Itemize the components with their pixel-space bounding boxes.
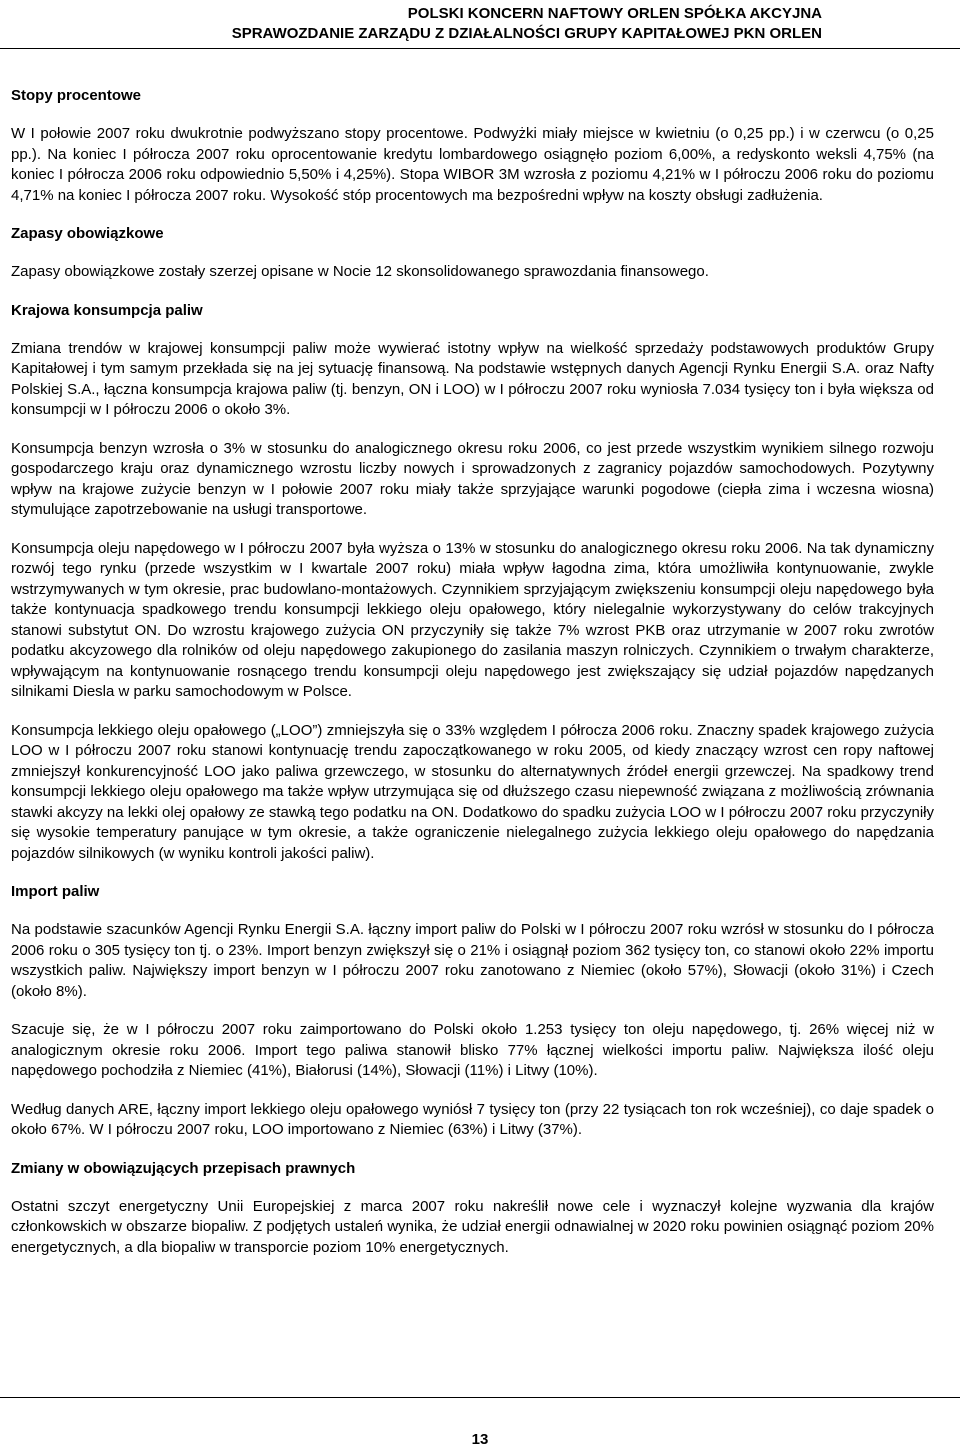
document-header <box>232 4 822 44</box>
page-number: 13 <box>471 1431 489 1448</box>
paragraph-fuel-consumption-overview: Zmiana trendów w krajowej konsumpcji paliw może wywierać istotny wpływ na wielkość sprzedaży podstawowych produktów Grupy Kapitałowej i tym samym przekłada się na jej sytuację finansową. Na podstawie wstępnych danych Agencji Rynku Energii S.A. oraz Nafty Polskiej S.A., łączna konsumpcja krajowa paliw (tj. benzyn, ON i LOO) w I półroczu 2007 roku wyniosła 7.034 tysięcy ton i była większa od konsumpcji w I półroczu 2006 o około 3%. <box>11 339 934 418</box>
paragraph-legal-changes: Ostatni szczyt energetyczny Unii Europejskiej z marca 2007 roku nakreślił nowe cele i wyznaczył kolejne wyzwania dla krajów członkowskich w obszarze biopaliw. Z podjętych ustaleń wynika, że udział energii odnawialnej w 2020 roku powinien osiągnąć poziom 20% energetycznych, a dla biopaliw w transporcie poziom 10% energetycznych. <box>11 1197 934 1256</box>
header-company-name: POLSKI KONCERN NAFTOWY ORLEN SPÓŁKA AKCYJNA <box>407 5 822 22</box>
footer-divider <box>0 1397 960 1398</box>
paragraph-interest-rates: W I połowie 2007 roku dwukrotnie podwyższano stopy procentowe. Podwyżki miały miejsce w kwietniu (o 0,25 pp.) i w czerwcu (o 0,25 pp.). Na koniec I półrocza 2007 roku oprocentowanie kredytu lombardowego osiągnęło poziom 6,00%, a redyskonto weksli 4,75% (na koniec I półrocza 2006 roku odpowiednio 5,50% i 4,25%). Stopa WIBOR 3M wzrosła z poziomu 4,21% w I półroczu 2006 roku do poziomu 4,71% na koniec I półrocza 2007 roku. Wysokość stóp procentowych ma bezpośredni wpływ na koszty obsługi zadłużenia. <box>11 125 934 204</box>
paragraph-heating-oil-import: Według danych ARE, łączny import lekkiego oleju opałowego wyniósł 7 tysięcy ton (przy 22 tysiącach ton rok wcześniej), co daje spadek o około 67%. W I półroczu 2007 roku, LOO importowano z Niemiec (63%) i Litwy (37%). <box>11 1100 934 1138</box>
section-heading-interest-rates: Stopy procentowe <box>11 87 142 104</box>
section-heading-fuel-consumption: Krajowa konsumpcja paliw <box>11 301 203 319</box>
section-heading-fuel-import: Import paliw <box>11 883 100 900</box>
paragraph-mandatory-reserves: Zapasy obowiązkowe zostały szerzej opisane w Nocie 12 skonsolidowanego sprawozdania finansowego. <box>11 263 709 280</box>
header-divider <box>0 48 960 49</box>
paragraph-diesel-consumption: Konsumpcja oleju napędowego w I półroczu 2007 była wyższa o 13% w stosunku do analogicznego okresu roku 2006. Na tak dynamiczny rozwój tego rynku (przede wszystkim w I kwartale 2007 roku) miała wpływ łagodna zima, która umożliwiła kontynuowanie, zwykle wstrzymywanych w tym okresie, prac budowlano-montażowych. Czynnikiem sprzyjającym zwiększeniu konsumpcji oleju napędowego była także kontynuacja spadkowego trendu konsumpcji lekkiego oleju opałowego, który nielegalnie wykorzystywany do celów trakcyjnych stanowi substytut ON. Do wzrostu krajowego zużycia ON przyczyniły się także 7% wzrost PKB oraz utrzymanie w 2007 roku zwrotów podatku akcyzowego dla rolników od oleju napędowego zakupionego do zasilania maszyn rolniczych. Czynnikiem o trwałym charakterze, wpływającym na kontynuowanie rosnącego trendu konsumpcji oleju napędowego jest zwiększający się udział pojazdów napędzanych silnikami Diesla w parku samochodowym w Polsce. <box>11 539 934 700</box>
paragraph-heating-oil-consumption: Konsumpcja lekkiego oleju opałowego („LOO”) zmniejszyła się o 33% względem I półrocza 2006 roku. Znaczny spadek krajowego zużycia LOO w I półroczu 2007 roku stanowi kontynuację trendu zapoczątkowanego w roku 2005, od kiedy znaczący wzrost cen ropy naftowej zmniejszył konkurencyjność LOO jako paliwa grzewczego, w stosunku do alternatywnych źródeł energii grzewczej. Na spadkowy trend konsumpcji lekkiego oleju opałowego ma także wpływ utrzymująca się od dłuższego czasu niepewność związana z możliwością zrównania stawki akcyzy na lekki olej opałowy ze stawką tego podatku na ON. Dodatkowo do spadku zużycia LOO w I półroczu 2007 roku przyczyniły się wysokie temperatury panujące w tym okresie, a także ograniczenie nielegalnego zużycia lekkiego oleju opałowego do napędzania pojazdów silnikowych (w wyniku kontroli jakości paliw). <box>11 721 934 862</box>
document-body <box>11 86 934 1276</box>
section-heading-legal-changes: Zmiany w obowiązujących przepisach prawnych <box>11 1159 356 1177</box>
paragraph-diesel-import: Szacuje się, że w I półroczu 2007 roku zaimportowano do Polski około 1.253 tysięcy ton oleju napędowego, tj. 26% więcej niż w analogicznym okresie roku 2006. Import tego paliwa stanowił blisko 77% łącznej wielkości importu paliw. Największa ilość oleju napędowego pochodziła z Niemiec (41%), Białorusi (14%), Słowacji (11%) i Litwy (10%). <box>11 1021 934 1079</box>
paragraph-gasoline-consumption: Konsumpcja benzyn wzrosła o 3% w stosunku do analogicznego okresu roku 2006, co jest przede wszystkim wynikiem silnego rozwoju gospodarczego kraju oraz dynamicznego wzrostu liczby nowych i sprowadzonych z zagranicy pojazdów samochodowych. Pozytywny wpływ na krajowe zużycie benzyn w I połowie 2007 roku miały także sprzyjające warunki pogodowe (ciepła zima i wczesna wiosna) stymulujące zapotrzebowanie na usługi transportowe. <box>11 439 934 518</box>
header-report-title: SPRAWOZDANIE ZARZĄDU Z DZIAŁALNOŚCI GRUPY KAPITAŁOWEJ PKN ORLEN <box>231 25 822 42</box>
section-heading-mandatory-reserves: Zapasy obowiązkowe <box>11 225 164 242</box>
paragraph-fuel-import-overview: Na podstawie szacunków Agencji Rynku Energii S.A. łączny import paliw do Polski w I półroczu 2007 roku wzrósł w stosunku do I półrocza 2006 roku o 305 tysięcy ton tj. o 23%. Import benzyn zwiększył się o 21% i osiągnął poziom 362 tysięcy ton, co stanowi około 22% importu wszystkich paliw. Największy import benzyn w I półroczu 2007 roku zanotowano z Niemiec (około 57%), Słowacji (około 31%) i Czech (około 8%). <box>11 921 934 1000</box>
